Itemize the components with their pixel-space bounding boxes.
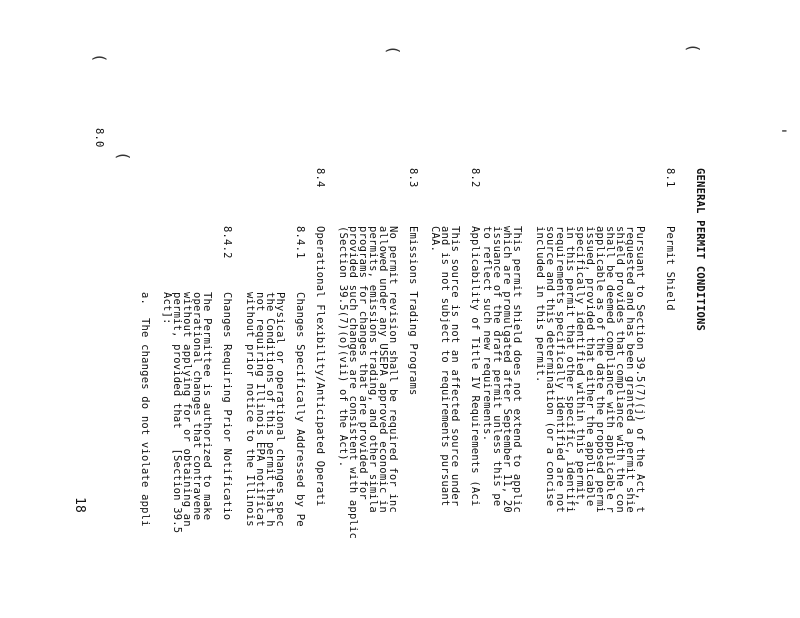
paragraph-line: This permit shield does not extend to applic [511, 226, 523, 513]
section-8-4-1-number: 8.4.1 [294, 226, 306, 259]
section-8-1-number: 8.1 [664, 168, 676, 188]
paragraph-line: without applying for or obtaining an [181, 292, 193, 527]
paragraph-line: shield provides that compliance with the con [614, 226, 626, 513]
paragraph-line: shall be deemed compliance with applicable r [604, 226, 616, 513]
section-8-2-number: 8.2 [469, 168, 481, 188]
paragraph-line: (Section 39.5(7)(o)(vii) of the Act). [337, 226, 349, 468]
list-item-text: The changes do not violate appli [139, 318, 151, 527]
page-number: 18 [72, 497, 87, 514]
paragraph-line: in this permit that other specific, identifi [564, 226, 576, 513]
paragraph-line: which are promulgated after September 11, 20 [501, 226, 513, 513]
paragraph-line: programs for changes that are provided for [357, 226, 369, 500]
paragraph-line: the Conditions of this permit that h [264, 292, 276, 527]
paragraph-line: specifically identified within this permit, [574, 226, 586, 507]
section-8-3-heading: Emissions Trading Programs [407, 226, 419, 396]
section-8-3-number: 8.3 [407, 168, 419, 188]
paragraph-line: Physical or operational changes spec [274, 292, 286, 527]
scan-mark: ( [383, 45, 403, 55]
paragraph-line: permits, emissions trading, and other simila [367, 226, 379, 513]
paragraph-line: No permit revision shall be required for inc [387, 226, 399, 513]
section-8-4-2-number: 8.4.2 [221, 226, 233, 259]
paragraph-line: permit, provided that [Section 39.5 [171, 292, 183, 534]
paragraph-line: without prior notice to the Illinois [244, 292, 256, 527]
paragraph-line: applicable as of the date the proposed permi [594, 226, 606, 513]
paragraph-line: included in this permit. [534, 226, 546, 383]
scan-mark: ( [113, 151, 133, 161]
scan-mark: ( [90, 43, 110, 63]
document-title: GENERAL PERMIT CONDITIONS [694, 168, 706, 332]
scan-mark: ( [683, 43, 703, 53]
scan-mark: ' [770, 126, 790, 136]
section-8-1-heading: Permit Shield [664, 226, 676, 311]
section-8-4-number: 8.4 [314, 168, 326, 188]
paragraph-line: This source is not an affected source under [449, 226, 461, 507]
paragraph-line: CAA. [429, 226, 441, 253]
paragraph-line: provided such changes are consistent with applic [347, 226, 359, 540]
section-number: 8.0 [93, 128, 105, 148]
section-8-4-heading: Operational Flexibility/Anticipated Operati [314, 226, 326, 507]
paragraph-line: Act]: [161, 292, 173, 325]
paragraph-line: requested and has been granted a permit shie [624, 226, 636, 513]
paragraph-line: not requiring Illinois EPA notificat [254, 292, 266, 527]
list-item-label: a. [139, 292, 151, 306]
paragraph-line: allowed under any USEPA approved economic in [377, 226, 389, 513]
paragraph-line: requirements specifically identified are not [554, 226, 566, 513]
section-8-4-1-heading: Changes Specifically Addressed by Pe [294, 292, 306, 527]
paragraph-line: operational changes that contravene [191, 292, 203, 521]
paragraph-line: to reflect such new requirements. [481, 226, 493, 442]
paragraph-line: Pursuant to Section 39.5(7)(j) of the Act, t [634, 226, 646, 513]
section-8-4-2-heading: Changes Requiring Prior Notificatio [221, 292, 233, 521]
section-8-2-heading: Applicability of Title IV Requirements (Aci [469, 226, 481, 507]
paragraph-line: issuance of the draft permit unless this pe [491, 226, 503, 507]
paragraph-line: issued, provided that either the applicable [584, 226, 596, 507]
paragraph-line: source and this determination (or a concise [544, 226, 556, 507]
paragraph-line: The Permittee is authorized to make [201, 292, 213, 521]
paragraph-line: and is not subject to requirements pursuant [439, 226, 451, 507]
